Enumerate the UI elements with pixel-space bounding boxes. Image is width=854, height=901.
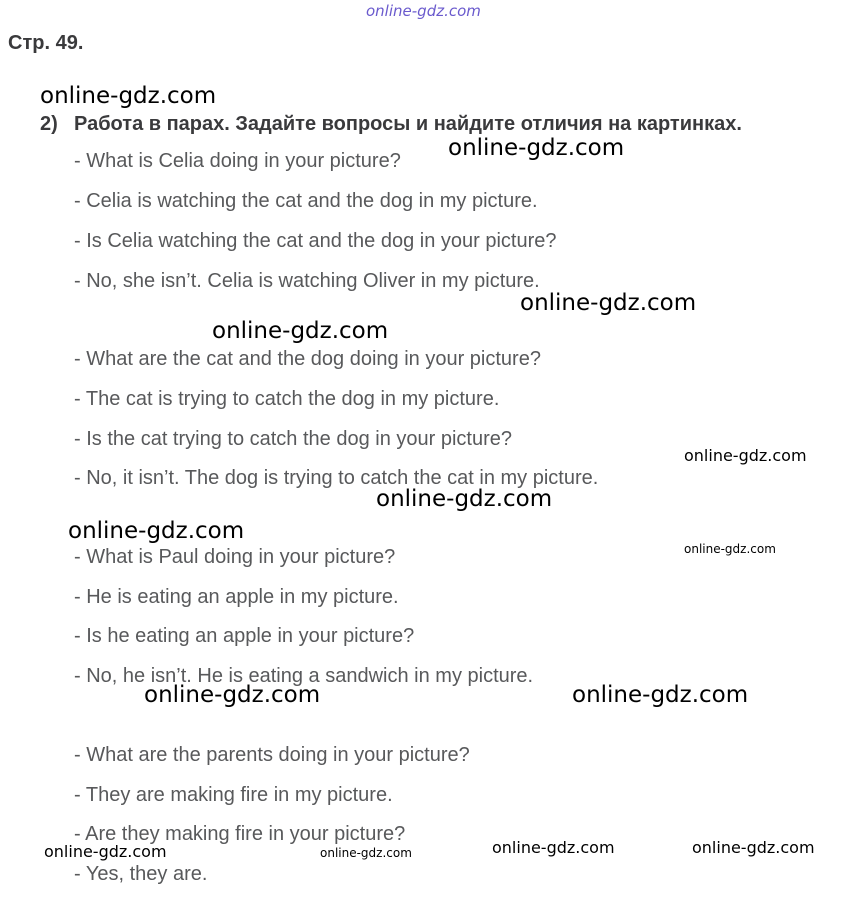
dialogue-line: - What is Paul doing in your picture? xyxy=(74,546,396,568)
watermark: online-gdz.com xyxy=(692,838,815,857)
watermark: online-gdz.com xyxy=(376,486,553,512)
dialogue-line: - What is Celia doing in your picture? xyxy=(74,150,401,172)
page-header: Стр. 49. xyxy=(8,32,84,54)
watermark: online-gdz.com xyxy=(366,2,481,20)
watermark: online-gdz.com xyxy=(684,446,807,465)
dialogue-line: - Is the cat trying to catch the dog in your picture? xyxy=(74,428,513,450)
watermark: online-gdz.com xyxy=(144,682,321,708)
watermark: online-gdz.com xyxy=(520,290,697,316)
dialogue-line: - Celia is watching the cat and the dog in my picture. xyxy=(74,190,538,212)
watermark: online-gdz.com xyxy=(320,846,412,860)
watermark: online-gdz.com xyxy=(684,542,776,556)
dialogue-line: - Is Celia watching the cat and the dog in your picture? xyxy=(74,230,557,252)
dialogue-line: - Yes, they are. xyxy=(74,863,208,885)
watermark: online-gdz.com xyxy=(212,318,389,344)
watermark: online-gdz.com xyxy=(448,135,625,161)
watermark: online-gdz.com xyxy=(40,83,217,109)
task-title: Работа в парах. Задайте вопросы и найдите отличия на картинках. xyxy=(74,113,742,135)
watermark: online-gdz.com xyxy=(68,518,245,544)
watermark: online-gdz.com xyxy=(44,842,167,861)
dialogue-line: - No, she isn’t. Celia is watching Oliver in my picture. xyxy=(74,270,540,292)
dialogue-line: - Is he eating an apple in your picture? xyxy=(74,625,415,647)
dialogue-line: - What are the parents doing in your picture? xyxy=(74,744,470,766)
dialogue-line: - The cat is trying to catch the dog in my picture. xyxy=(74,388,500,410)
dialogue-line: - No, he isn’t. He is eating a sandwich in my picture. xyxy=(74,665,534,687)
dialogue-line: - He is eating an apple in my picture. xyxy=(74,586,399,608)
dialogue-line: - What are the cat and the dog doing in your picture? xyxy=(74,348,541,370)
task-number: 2) xyxy=(40,113,58,135)
dialogue-line: - They are making fire in my picture. xyxy=(74,784,393,806)
dialogue-line: - No, it isn’t. The dog is trying to catch the cat in my picture. xyxy=(74,467,599,489)
task-heading xyxy=(40,113,742,136)
dialogue-line: - Are they making fire in your picture? xyxy=(74,823,406,845)
watermark: online-gdz.com xyxy=(572,682,749,708)
watermark: online-gdz.com xyxy=(492,838,615,857)
